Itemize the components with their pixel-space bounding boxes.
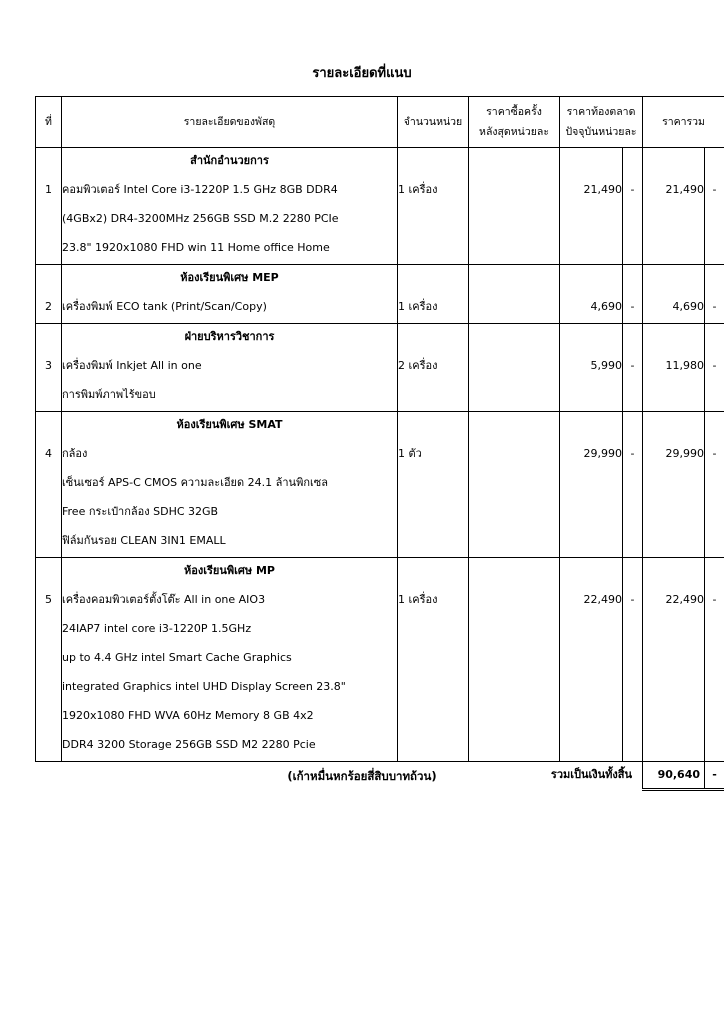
section-heading: ห้องเรียนพิเศษ MEP — [180, 271, 279, 284]
row-total-dash — [705, 412, 724, 558]
row-description — [62, 324, 398, 412]
description-line: กล้อง — [62, 447, 88, 460]
table-row — [36, 324, 724, 412]
header-total: ราคารวม — [643, 97, 724, 148]
total-value: 90,640 — [643, 762, 705, 790]
row-market-price — [560, 324, 623, 412]
description-line: 1920x1080 FHD WVA 60Hz Memory 8 GB 4x2 — [62, 709, 314, 722]
row-last-price-text — [469, 294, 559, 323]
row-last-price — [469, 265, 560, 324]
description-line: ฟิล์มกันรอย CLEAN 3IN1 EMALL — [62, 534, 226, 547]
row-quantity — [398, 265, 469, 324]
row-market-dash-text: - — [630, 593, 635, 606]
row-number-text: 4 — [45, 447, 52, 460]
row-total-dash-text: - — [712, 183, 717, 196]
row-market-dash — [623, 412, 643, 558]
row-quantity-text: 1 เครื่อง — [398, 300, 438, 313]
row-last-price-text — [469, 177, 559, 206]
row-last-price — [469, 412, 560, 558]
row-quantity — [398, 558, 469, 762]
row-last-price — [469, 148, 560, 265]
row-number — [36, 324, 62, 412]
row-total-dash — [705, 265, 724, 324]
items-table — [35, 96, 724, 791]
row-total-dash — [705, 558, 724, 762]
header-last-price-line1: ราคาซื้อครั้ง — [486, 106, 542, 118]
row-last-price — [469, 324, 560, 412]
section-heading: ห้องเรียนพิเศษ MP — [184, 564, 275, 577]
row-quantity — [398, 324, 469, 412]
description-line: เซ็นเซอร์ APS-C CMOS ความละเอียด 24.1 ล้านพิกเซล — [62, 476, 328, 489]
header-row — [36, 97, 724, 148]
description-line: integrated Graphics intel UHD Display Screen 23.8" — [62, 680, 346, 693]
description-line: คอมพิวเตอร์ Intel Core i3-1220P 1.5 GHz 8GB DDR4 — [62, 183, 338, 196]
header-last-price — [469, 97, 560, 148]
row-total-text: 22,490 — [665, 593, 705, 606]
row-total — [643, 148, 705, 265]
row-market-dash-text: - — [630, 359, 635, 372]
row-number-text: 3 — [45, 359, 52, 372]
row-total-text: 29,990 — [665, 447, 705, 460]
row-total-text: 21,490 — [665, 183, 705, 196]
description-line: (4GBx2) DR4-3200MHz 256GB SSD M.2 2280 PCIe — [62, 212, 339, 225]
description-line: เครื่องคอมพิวเตอร์ตั้งโต๊ะ All in one AIO3 — [62, 593, 266, 606]
row-last-price-text — [469, 353, 559, 382]
row-number-text: 2 — [45, 300, 52, 313]
row-number-text: 5 — [45, 593, 52, 606]
row-number — [36, 558, 62, 762]
row-market-price-text: 4,690 — [590, 300, 622, 313]
row-market-dash-text: - — [630, 183, 635, 196]
total-label: รวมเป็นเงินทั้งสิ้น — [550, 768, 633, 781]
header-no: ที่ — [36, 97, 62, 148]
row-quantity — [398, 412, 469, 558]
row-description — [62, 412, 398, 558]
row-quantity — [398, 148, 469, 265]
row-total-dash — [705, 324, 724, 412]
row-number — [36, 265, 62, 324]
items-body — [36, 148, 724, 790]
description-line: 23.8" 1920x1080 FHD win 11 Home office Home — [62, 241, 330, 254]
row-total-dash-text: - — [712, 447, 717, 460]
row-total-dash-text: - — [712, 359, 717, 372]
header-market-price — [560, 97, 643, 148]
table-row — [36, 558, 724, 762]
row-market-price — [560, 558, 623, 762]
header-market-price-line1: ราคาท้องตลาด — [566, 106, 636, 118]
row-total — [643, 324, 705, 412]
row-market-dash-text: - — [630, 300, 635, 313]
row-description — [62, 265, 398, 324]
row-total-dash — [705, 148, 724, 265]
row-market-price-text: 29,990 — [583, 447, 622, 460]
row-quantity-text: 2 เครื่อง — [398, 359, 438, 372]
row-total-dash-text: - — [712, 593, 717, 606]
row-market-dash-text: - — [630, 447, 635, 460]
description-line: เครื่องพิมพ์ Inkjet All in one — [62, 359, 202, 372]
section-heading: ฝ่ายบริหารวิชาการ — [184, 330, 275, 343]
row-market-price-text: 21,490 — [583, 183, 622, 196]
row-quantity-text: 1 เครื่อง — [398, 593, 438, 606]
description-line: up to 4.4 GHz intel Smart Cache Graphics — [62, 651, 292, 664]
row-last-price-text — [469, 587, 559, 616]
description-line: การพิมพ์ภาพไร้ขอบ — [62, 388, 156, 401]
row-number — [36, 148, 62, 265]
header-last-price-line2: หลังสุดหน่วยละ — [479, 126, 549, 138]
row-market-price — [560, 148, 623, 265]
row-market-price — [560, 265, 623, 324]
row-market-price-text: 22,490 — [583, 593, 622, 606]
row-last-price-text — [469, 441, 559, 470]
document-title: รายละเอียดที่แนบ — [312, 66, 412, 81]
row-total-text: 4,690 — [672, 300, 705, 313]
header-quantity: จำนวนหน่วย — [398, 97, 469, 148]
table-row — [36, 265, 724, 324]
row-number-text: 1 — [45, 183, 52, 196]
table-row — [36, 412, 724, 558]
row-market-dash — [623, 558, 643, 762]
description-line: 24IAP7 intel core i3-1220P 1.5GHz — [62, 622, 252, 635]
row-description — [62, 558, 398, 762]
description-line: DDR4 3200 Storage 256GB SSD M2 2280 Pcie — [62, 738, 316, 751]
row-total — [643, 412, 705, 558]
row-quantity-text: 1 เครื่อง — [398, 183, 438, 196]
table-row — [36, 148, 724, 265]
row-last-price — [469, 558, 560, 762]
header-market-price-line2: ปัจจุบันหน่วยละ — [565, 126, 637, 138]
row-market-price-text: 5,990 — [590, 359, 622, 372]
row-market-dash — [623, 324, 643, 412]
row-total — [643, 265, 705, 324]
amount-in-words: (เก้าหมื่นหกร้อยสี่สิบบาทถ้วน) — [287, 769, 437, 783]
row-number — [36, 412, 62, 558]
description-line: Free กระเป๋ากล้อง SDHC 32GB — [62, 505, 219, 518]
row-market-price — [560, 412, 623, 558]
row-total — [643, 558, 705, 762]
section-heading: ห้องเรียนพิเศษ SMAT — [176, 418, 283, 431]
row-market-dash — [623, 265, 643, 324]
row-description — [62, 148, 398, 265]
header-description: รายละเอียดของพัสดุ — [62, 97, 398, 148]
total-dash: - — [705, 762, 724, 790]
row-total-dash-text: - — [712, 300, 717, 313]
section-heading: สำนักอำนวยการ — [190, 154, 269, 167]
row-total-text: 11,980 — [665, 359, 705, 372]
description-line: เครื่องพิมพ์ ECO tank (Print/Scan/Copy) — [62, 300, 267, 313]
row-quantity-text: 1 ตัว — [398, 447, 422, 460]
row-market-dash — [623, 148, 643, 265]
